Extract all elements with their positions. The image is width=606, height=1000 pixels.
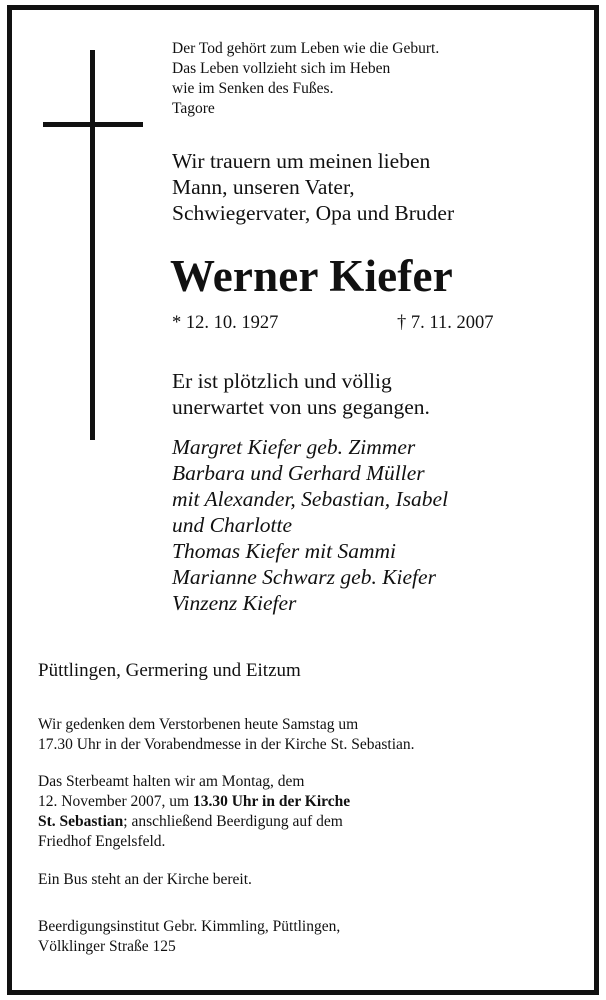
requiem-notice (38, 772, 350, 852)
family-list (172, 434, 448, 616)
bus-line: Ein Bus steht an der Kirche bereit. (38, 871, 252, 888)
requiem-church-text: St. Sebastian (38, 813, 124, 830)
death-date: † 7. 11. 2007 (397, 313, 494, 333)
deceased-name: Werner Kiefer (170, 251, 453, 301)
requiem-time-text: 13.30 Uhr in der Kirche (192, 793, 351, 810)
family-line: mit Alexander, Sebastian, Isabel (172, 487, 449, 511)
passing-line: unerwartet von uns gegangen. (172, 395, 430, 419)
undertaker-info (38, 917, 340, 957)
family-line: Thomas Kiefer mit Sammi (172, 539, 396, 563)
quote-line: Der Tod gehört zum Leben wie die Geburt. (172, 40, 440, 57)
requiem-date-text: 12. November 2007, um (38, 793, 193, 810)
cross-icon (90, 50, 95, 440)
undertaker-line: Beerdigungsinstitut Gebr. Kimmling, Püttlingen, (38, 918, 341, 935)
mourning-line: Wir trauern um meinen lieben (172, 149, 431, 173)
family-line: und Charlotte (172, 513, 293, 537)
requiem-line: Das Sterbeamt halten wir am Montag, dem (38, 773, 305, 790)
places-line: Püttlingen, Germering und Eitzum (38, 660, 301, 681)
quote-line: Das Leben vollzieht sich im Heben (172, 60, 391, 77)
tagore-quote (172, 39, 439, 119)
requiem-line (38, 812, 350, 832)
memorial-notice (38, 715, 415, 755)
birth-date: * 12. 10. 1927 (172, 313, 279, 333)
requiem-line (38, 792, 350, 812)
family-line: Vinzenz Kiefer (172, 591, 297, 615)
mourning-text (172, 148, 454, 226)
mourning-line: Mann, unseren Vater, (172, 175, 355, 199)
bus-notice (38, 870, 252, 890)
burial-text: ; anschließend Beerdigung auf dem (123, 813, 343, 830)
memorial-line: Wir gedenken dem Verstorbenen heute Samstag um (38, 716, 359, 733)
family-line: Barbara und Gerhard Müller (172, 461, 425, 485)
requiem-line: Friedhof Engelsfeld. (38, 833, 166, 850)
undertaker-line: Völklinger Straße 125 (38, 938, 176, 955)
quote-line: wie im Senken des Fußes. (172, 80, 334, 97)
memorial-line: 17.30 Uhr in der Vorabendmesse in der Kirche St. Sebastian. (38, 736, 415, 753)
family-line: Marianne Schwarz geb. Kiefer (172, 565, 436, 589)
mourning-line: Schwiegervater, Opa und Bruder (172, 201, 455, 225)
family-line: Margret Kiefer geb. Zimmer (172, 435, 416, 459)
passing-line: Er ist plötzlich und völlig (172, 369, 392, 393)
cross-icon-bar (43, 122, 143, 127)
passing-text (172, 368, 430, 420)
quote-author: Tagore (172, 100, 215, 117)
